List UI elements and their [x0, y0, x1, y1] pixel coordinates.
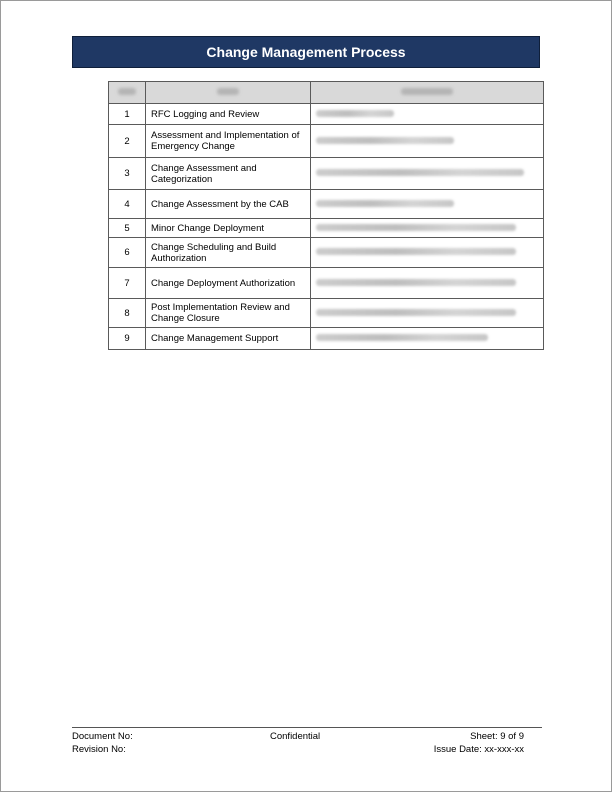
- redacted-text: [316, 248, 516, 255]
- footer-divider: [72, 727, 542, 728]
- owner-redacted: [311, 328, 544, 350]
- footer-revision-no: Revision No:: [72, 744, 126, 755]
- activity-name: Change Deployment Authorization: [146, 268, 311, 299]
- activity-name: Minor Change Deployment: [146, 219, 311, 238]
- table-row: [109, 219, 544, 238]
- activity-name: RFC Logging and Review: [146, 104, 311, 125]
- owner-redacted: [311, 190, 544, 219]
- table-row: [109, 299, 544, 328]
- step-number: 7: [109, 268, 146, 299]
- step-number: 4: [109, 190, 146, 219]
- footer-document-no: Document No:: [72, 731, 133, 742]
- redacted-text: [316, 224, 516, 231]
- activity-name: Post Implementation Review and Change Closure: [146, 299, 311, 328]
- activity-name: Change Management Support: [146, 328, 311, 350]
- table-header-row: [109, 82, 544, 104]
- step-number: 2: [109, 125, 146, 158]
- footer-sheet: Sheet: 9 of 9: [470, 731, 524, 742]
- owner-redacted: [311, 299, 544, 328]
- step-number: 1: [109, 104, 146, 125]
- step-number: 9: [109, 328, 146, 350]
- table-row: [109, 268, 544, 299]
- redacted-header-step: [118, 88, 136, 95]
- step-number: 6: [109, 238, 146, 268]
- activity-name: Change Assessment and Categorization: [146, 158, 311, 190]
- table-row: [109, 104, 544, 125]
- table-row: [109, 190, 544, 219]
- document-title-bar: [72, 36, 540, 68]
- owner-redacted: [311, 219, 544, 238]
- activity-name: Change Scheduling and Build Authorization: [146, 238, 311, 268]
- redacted-text: [316, 334, 488, 341]
- step-number: 3: [109, 158, 146, 190]
- redacted-text: [316, 279, 516, 286]
- redacted-text: [316, 110, 394, 117]
- redacted-text: [316, 200, 454, 207]
- owner-redacted: [311, 104, 544, 125]
- step-number: 5: [109, 219, 146, 238]
- header-activity-blurred: [146, 82, 311, 104]
- redacted-header-activity: [217, 88, 239, 95]
- document-title: Change Management Process: [206, 44, 406, 60]
- header-step-blurred: [109, 82, 146, 104]
- redacted-header-owner: [401, 88, 453, 95]
- redacted-text: [316, 137, 454, 144]
- owner-redacted: [311, 125, 544, 158]
- process-table: [108, 81, 544, 350]
- activity-name: Assessment and Implementation of Emergency Change: [146, 125, 311, 158]
- table-row: [109, 328, 544, 350]
- table-row: [109, 158, 544, 190]
- owner-redacted: [311, 268, 544, 299]
- redacted-text: [316, 309, 516, 316]
- header-owner-blurred: [311, 82, 544, 104]
- activity-name: Change Assessment by the CAB: [146, 190, 311, 219]
- table-row: [109, 238, 544, 268]
- table-row: [109, 125, 544, 158]
- step-number: 8: [109, 299, 146, 328]
- redacted-text: [316, 169, 524, 176]
- footer-classification: Confidential: [270, 731, 321, 742]
- owner-redacted: [311, 158, 544, 190]
- footer-issue-date: Issue Date: xx-xxx-xx: [433, 744, 524, 755]
- owner-redacted: [311, 238, 544, 268]
